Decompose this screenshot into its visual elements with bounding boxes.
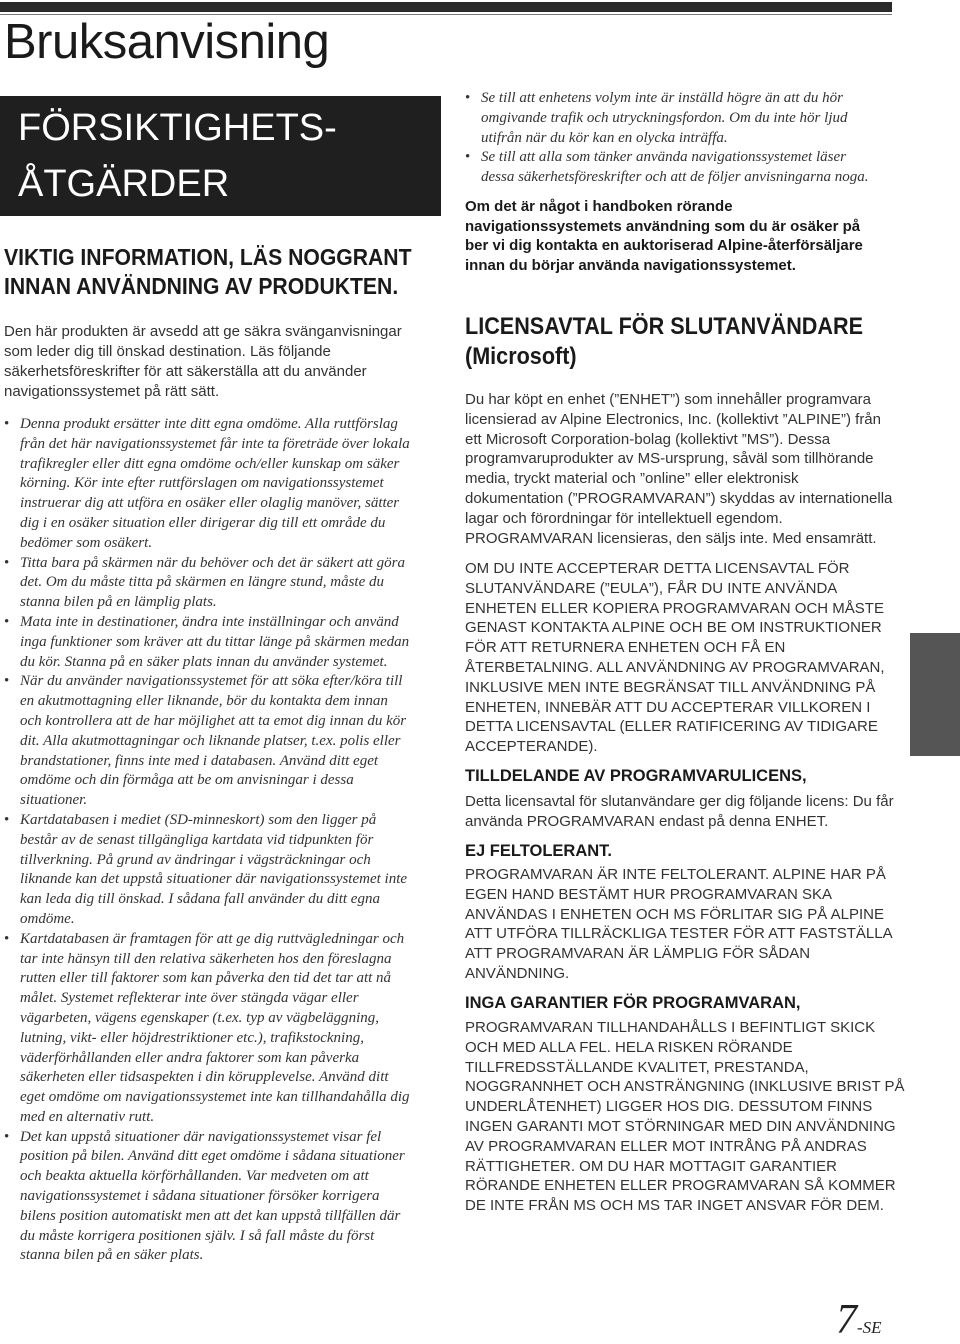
bullet-line: körning. Kör inte efter ruttförslagen om navigationssystemet — [20, 475, 384, 492]
text-line: Den här produkten är avsedd att ge säkra svänganvisningar — [4, 323, 402, 340]
precautions-banner — [0, 96, 441, 216]
license-title — [465, 312, 861, 372]
bullet-line: • Kartdatabasen är framtagen för att ge dig ruttvägledningar och — [20, 930, 405, 947]
license-acceptance-paragraph — [465, 559, 905, 757]
bullet-item — [465, 148, 915, 188]
text-line: GENAST KONTAKTA ALPINE OCH BE OM INSTRUKTIONER — [465, 619, 882, 637]
text-line: som leder dig till önskad destination. Läs följande — [4, 342, 331, 360]
bullet-line: • Se till att enhetens volym inte är inställd högre än att du hör — [481, 90, 843, 106]
text-line: ATT PROGRAMVARAN ÄR LÄMPLIG FÖR SÅDAN — [465, 945, 811, 963]
text-line: RÖRANDE ENHETEN ELLER PROGRAMVARAN SÅ KOMMER — [465, 1177, 896, 1195]
text-line: OM DU INTE ACCEPTERAR DETTA LICENSAVTAL FÖR — [465, 560, 850, 577]
bullet-item — [4, 1128, 454, 1267]
text-line: Du har köpt en enhet (”ENHET”) som innehåller programvara — [465, 391, 872, 408]
bullet-line: bilens position automatiskt men att det kan uppstå tillfällen där — [20, 1207, 401, 1224]
text-line: PROGRAMVARAN licensieras, den säljs inte. Med ensamrätt. — [465, 529, 877, 547]
section-tab-marker — [910, 633, 960, 756]
important-info-heading — [4, 243, 412, 301]
bullet-line: en akutmottagning eller liknande, bör du kontakta dem innan — [20, 693, 388, 710]
bullet-line: rutten eller till faktorer som kan påverka den tid det tar att nå — [20, 970, 392, 987]
page-number — [836, 1296, 882, 1344]
bullet-line: trafikregler eller ditt egna omdöme och/eller kunskap om säker — [20, 455, 400, 472]
bullet-line: omdöme och din förmåga att be om anvisningar i dessa — [20, 772, 354, 789]
bullet-line: brandstationer, finns inte med i databasen. Använd ditt eget — [20, 752, 379, 769]
text-line: Om det är något i handboken rörande — [465, 198, 733, 215]
text-line: FÖR ATT RETURNERA ENHETEN OCH FÅ EN — [465, 639, 786, 657]
text-line: programvaruprodukter av MS-ursprung, såväl som tillhörande — [465, 450, 874, 468]
text-line: licensierad av Alpine Electronics, Inc. (kollektivt ”ALPINE”) från — [465, 410, 881, 428]
bullet-line: • När du använder navigationssystemet för att söka efter/köra till — [20, 673, 403, 690]
fault-tolerance-heading: EJ FELTOLERANT. — [465, 842, 612, 860]
text-line: säkerhetsföreskrifter för att säkerställa att du använder — [4, 362, 367, 380]
bullet-line: stanna bilen på en säker plats. — [20, 1247, 204, 1264]
license-intro-paragraph — [465, 390, 905, 548]
bullet-line: position på bilen. Använd ditt eget omdöme i sådana situationer — [20, 1148, 405, 1165]
bullet-item — [4, 930, 454, 1128]
text-line: lagar och förordningar för intellektuell egendom. — [465, 509, 783, 527]
bullet-line: situationer. — [20, 792, 88, 809]
safety-bullet-list-continued — [465, 89, 915, 188]
bullet-line: består av de senast tillgängliga kartdata vid tidpunkten för — [20, 831, 374, 848]
safety-bullet-list — [4, 415, 454, 1266]
bullet-line: det. Om du måste titta på skärmen en längre stund, måste du — [20, 574, 384, 591]
bullet-item — [4, 672, 454, 811]
text-line: ber vi dig kontakta en auktoriserad Alpine-återförsäljare — [465, 237, 863, 255]
text-line: ANVÄNDNING. — [465, 964, 570, 982]
bullet-line: • Kartdatabasen i mediet (SD-minneskort) som den ligger på — [20, 811, 377, 828]
bullet-item — [4, 415, 454, 554]
bullet-line: • Se till att alla som tänker använda navigationssystemet läser — [481, 149, 846, 166]
text-line: DETTA LICENSAVTAL (ELLER RATIFICERING AV TIDIGARE — [465, 718, 878, 736]
text-line: Detta licensavtal för slutanvändare ger dig följande licens: Du får — [465, 793, 894, 810]
bullet-line: tillverkning. På grund av ändringar i vägsträckningar och — [20, 851, 371, 868]
text-line: ACCEPTERANDE). — [465, 738, 598, 756]
bullet-line: målet. Systemet reflekterar inte över stängda vägar eller — [20, 990, 359, 1007]
bullet-line: vägarbeten, vägens egenskaper (t.ex. typ av vägbeläggning, — [20, 1009, 380, 1026]
text-line: navigationssystemet på rätt sätt. — [4, 382, 220, 400]
bullet-line: omdöme. — [20, 910, 75, 927]
document-title: Bruksanvisning — [4, 15, 330, 69]
bullet-line: • Mata inte in destinationer, ändra inte inställningar och använd — [20, 613, 399, 630]
text-line: ENHETEN ELLER KOPIERA PROGRAMVARAN OCH MÅSTE — [465, 599, 884, 617]
text-line: innan du börjar använda navigationssystemet. — [465, 256, 796, 274]
warranty-paragraph — [465, 1018, 905, 1216]
text-line: ANVÄNDAS I ENHETEN OCH MS FÖRLITAR SIG PÅ ALPINE — [465, 905, 884, 923]
bullet-line: dit. Alla akutmottagningar och liknande platser, t.ex. polis eller — [20, 732, 401, 749]
page-number-digit: 7 — [836, 1297, 857, 1343]
bullet-line: du måste korrigera positionen själv. I så fall måste du först — [20, 1227, 375, 1244]
header-rule-thick — [0, 2, 892, 12]
text-line: OCH MED ALLA FEL. HELA RISKEN RÖRANDE — [465, 1038, 793, 1056]
text-line: använda PROGRAMVARAN endast på denna ENHET. — [465, 812, 829, 830]
text-line: NOGGRANNHET OCH ANSTRÄNGNING (INKLUSIVE BRIST PÅ — [465, 1078, 905, 1096]
bullet-line: omgivande trafik och utryckningsfordon. Om du inte hör ljud — [481, 109, 848, 126]
bullet-line: kan leda dig till önskad. I sådana fall använder du ditt egna — [20, 891, 380, 908]
text-line: dokumentation (”PROGRAMVARAN”) skyddas av internationella — [465, 489, 893, 507]
bullet-line: • Det kan uppstå situationer där navigationssystemet visar fel — [20, 1128, 382, 1145]
bullet-line: navigationssystemet i sådana situationer försöker korrigera — [20, 1188, 380, 1205]
bullet-line: eget omdöme om navigationssystemet inte kan tillhandahålla dig — [20, 1089, 410, 1106]
bullet-line: instruerar dig att utföra en osäker eller olaglig manöver, sätter — [20, 495, 400, 512]
bullet-line: lutning, vikt- eller höjdrestriktioner etc.), trafikstockning, — [20, 1029, 364, 1046]
text-line: ATT UTFÖRA TILLRÄCKLIGA TESTER FÖR ATT FASTSTÄLLA — [465, 925, 893, 943]
bullet-line: och kontrollera att de har möjlighet att ta emot dig innan du kör — [20, 712, 407, 729]
bullet-item — [4, 613, 454, 672]
text-line: UNDERLÅTENHET) LIGGER HOS DIG. DESSUTOM FINNS — [465, 1098, 873, 1116]
heading-line: VIKTIG INFORMATION, LÄS NOGGRANT — [4, 244, 412, 270]
bullet-line: inga funktioner som kräver att du tittar länge på skärmen medan — [20, 633, 410, 650]
bullet-line: • Denna produkt ersätter inte ditt egna omdöme. Alla ruttförslag — [20, 416, 398, 432]
text-line: ett Microsoft Corporation-bolag (kollektivt ”MS”). Dessa — [465, 430, 831, 448]
text-line: ENHETEN, INNEBÄR ATT DU ACCEPTERAR VILLKOREN I — [465, 698, 871, 716]
bullet-line: utifrån när du kör kan en olycka inträffa. — [481, 129, 728, 146]
bullet-line: dig i en osäker situation eller dirigerar dig till ett område du — [20, 514, 386, 531]
intro-paragraph — [4, 322, 444, 402]
dealer-contact-notice — [465, 197, 905, 275]
text-line: PROGRAMVARAN TILLHANDAHÅLLS I BEFINTLIGT SKICK — [465, 1019, 876, 1036]
bullet-line: liknande kan det uppstå situationer där navigationssystemet inte — [20, 871, 408, 888]
bullet-item — [4, 811, 454, 930]
bullet-line: stanna bilen på en lämplig plats. — [20, 594, 217, 611]
bullet-line: med en alternativ rutt. — [20, 1108, 155, 1125]
bullet-line: dessa säkerhetsföreskrifter och att de följer anvisningarna noga. — [481, 169, 869, 186]
text-line: SLUTANVÄNDARE (”EULA”), FÅR DU INTE ANVÄNDA — [465, 579, 838, 597]
text-line: EGEN HAND BESTÄMT HUR PROGRAMVARAN SKA — [465, 885, 833, 903]
bullet-item — [4, 554, 454, 613]
bullet-item — [465, 89, 915, 148]
text-line: INGEN GARANTI MOT STÖRNINGAR MED DIN ANVÄNDNING — [465, 1117, 896, 1135]
text-line: navigationssystemets användning som du är osäker på — [465, 217, 861, 235]
grant-paragraph — [465, 792, 905, 832]
bullet-line: • Titta bara på skärmen när du behöver och det är säkert att göra — [20, 554, 405, 571]
text-line: TILLFREDSSTÄLLANDE KVALITET, PRESTANDA, — [465, 1058, 809, 1076]
title-line: LICENSAVTAL FÖR SLUTANVÄNDARE — [465, 313, 863, 340]
text-line: PROGRAMVARAN ÄR INTE FELTOLERANT. ALPINE HAR PÅ — [465, 866, 886, 883]
grant-heading: TILLDELANDE AV PROGRAMVARULICENS, — [465, 767, 807, 785]
page-number-suffix: -SE — [857, 1318, 882, 1337]
bullet-line: du kör. Stanna på en säker plats innan du använder systemet. — [20, 653, 388, 670]
bullet-line: väderförhållanden eller andra faktorer som kan påverka — [20, 1049, 360, 1066]
text-line: INKLUSIVE MEN INTE BEGRÄNSAT TILL ANVÄNDNING PÅ — [465, 678, 876, 696]
fault-tolerance-paragraph — [465, 865, 905, 984]
bullet-line: tar inte hänsyn till den relativa säkerheten hos den föreslagna — [20, 950, 392, 967]
text-line: DE INTE FRÅN MS OCH MS TAR INGET ANSVAR FÖR DEM. — [465, 1197, 884, 1215]
warranty-heading: INGA GARANTIER FÖR PROGRAMVARAN, — [465, 994, 801, 1012]
bullet-line: säkerheten eller tidsaspekten i din körupplevelse. Använd ditt — [20, 1069, 389, 1086]
banner-line: ÅTGÄRDER — [18, 163, 230, 205]
bullet-line: från det här navigationssystemet får inte ta företräde över lokala — [20, 435, 410, 452]
text-line: AV PROGRAMVARAN ELLER MOT INTRÅNG PÅ ANDRAS — [465, 1137, 867, 1155]
title-line: (Microsoft) — [465, 343, 577, 370]
banner-line: FÖRSIKTIGHETS- — [18, 107, 337, 149]
text-line: RÄTTIGHETER. OM DU HAR MOTTAGIT GARANTIER — [465, 1157, 837, 1175]
heading-line: INNAN ANVÄNDNING AV PRODUKTEN. — [4, 273, 399, 299]
text-line: ÅTERBETALNING. ALL ANVÄNDNING AV PROGRAMVARAN, — [465, 658, 885, 676]
text-line: media, tryckt material och ”online” eller elektronisk — [465, 470, 799, 488]
bullet-line: och beakta aktuella körförhållanden. Var medveten om att — [20, 1168, 369, 1185]
bullet-line: bedömer som osäkert. — [20, 534, 153, 551]
